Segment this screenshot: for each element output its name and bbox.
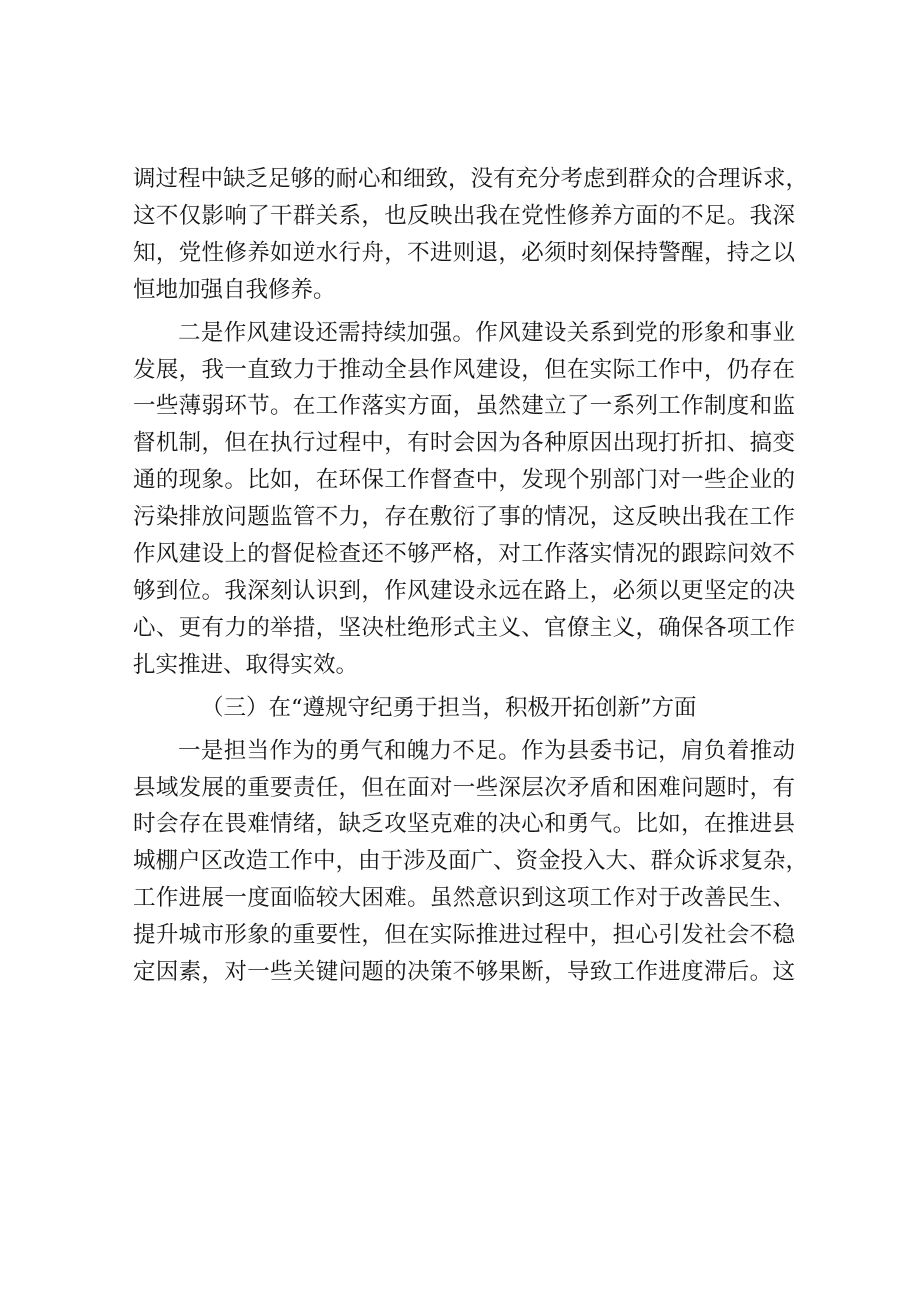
paragraph-continuation <box>133 161 809 309</box>
paragraph-work-style <box>133 315 795 684</box>
text-line: 通的现象。比如，在环保工作督查中，发现个别部门对一些企业的 <box>133 467 795 494</box>
text-line: 恒地加强自我修养。 <box>133 276 336 303</box>
text-line: 作风建设上的督促检查还不够严格，对工作落实情况的跟踪问效不 <box>133 541 795 568</box>
text-line: 发展，我一直致力于推动全县作风建设，但在实际工作中，仍存在 <box>133 356 795 383</box>
text-line: 够到位。我深刻认识到，作风建设永远在路上，必须以更坚定的决 <box>133 577 795 604</box>
text-line: 扎实推进、取得实效。 <box>133 651 359 678</box>
text-line: 心、更有力的举措，坚决杜绝形式主义、官僚主义，确保各项工作 <box>133 614 795 641</box>
text-line: 县域发展的重要责任，但在面对一些深层次矛盾和困难问题时，有 <box>133 774 795 801</box>
section-heading <box>133 690 795 727</box>
text-line: 城棚户区改造工作中，由于涉及面广、资金投入大、群众诉求复杂， <box>133 848 809 875</box>
text-line: 督机制，但在执行过程中，有时会因为各种原因出现打折扣、搞变 <box>133 430 795 457</box>
text-line: 一些薄弱环节。在工作落实方面，虽然建立了一系列工作制度和监 <box>133 393 795 420</box>
text-line: 知，党性修养如逆水行舟，不进则退，必须时刻保持警醒，持之以 <box>133 239 795 266</box>
text-line: 提升城市形象的重要性，但在实际推进过程中，担心引发社会不稳 <box>133 922 795 949</box>
paragraph-responsibility <box>133 733 809 991</box>
text-line: 调过程中缺乏足够的耐心和细致，没有充分考虑到群众的合理诉求， <box>133 166 809 192</box>
section-heading-text: （三）在“遵规守纪勇于担当，积极开拓创新”方面 <box>201 694 697 721</box>
text-line: 一是担当作为的勇气和魄力不足。作为县委书记，肩负着推动 <box>178 737 795 764</box>
text-line: 时会存在畏难情绪，缺乏攻坚克难的决心和勇气。比如，在推进县 <box>133 811 795 838</box>
text-line: 工作进展一度面临较大困难。虽然意识到这项工作对于改善民生、 <box>133 885 795 912</box>
document-body <box>133 161 809 991</box>
text-line: 污染排放问题监管不力，存在敷衍了事的情况，这反映出我在工作 <box>133 504 795 531</box>
text-line: 二是作风建设还需持续加强。作风建设关系到党的形象和事业 <box>178 319 795 346</box>
text-line: 这不仅影响了干群关系，也反映出我在党性修养方面的不足。我深 <box>133 202 795 229</box>
text-line: 定因素，对一些关键问题的决策不够果断，导致工作进度滞后。这 <box>133 959 795 986</box>
